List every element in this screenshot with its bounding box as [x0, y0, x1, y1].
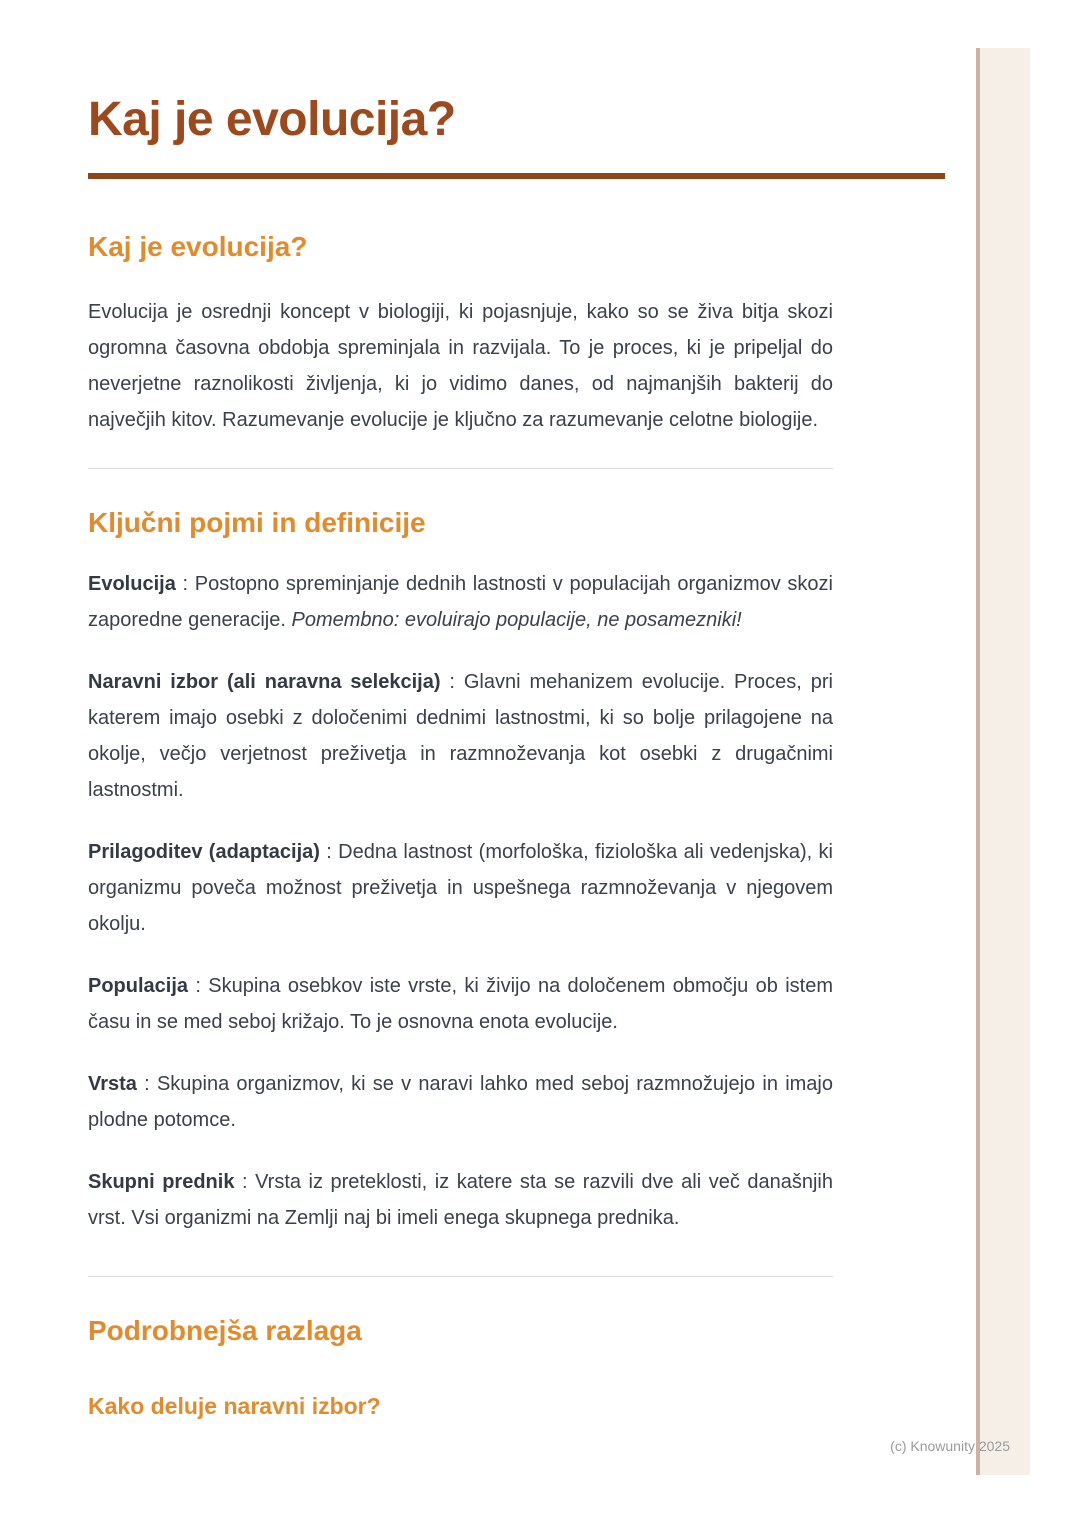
section-details	[88, 1313, 948, 1421]
section-intro	[88, 229, 948, 438]
term-label: Vrsta	[88, 1073, 137, 1095]
term-definition: : Postopno spreminjanje dednih lastnosti v populacijah organizmov skozi zaporedne generacije.	[88, 573, 833, 631]
term-definition: : Skupina osebkov iste vrste, ki živijo na določenem območju ob istem času in se med seboj križajo. To je osnovna enota evolucije.	[88, 975, 833, 1033]
details-subheading: Kako deluje naravni izbor?	[88, 1393, 381, 1419]
term-label: Prilagoditev (adaptacija)	[88, 841, 320, 863]
term-label: Naravni izbor (ali naravna selekcija)	[88, 671, 441, 693]
details-heading: Podrobnejša razlaga	[88, 1315, 362, 1346]
definition-naravni-izbor	[88, 664, 833, 808]
term-note: Pomembno: evoluirajo populacije, ne posamezniki!	[291, 609, 742, 631]
definition-evolucija	[88, 566, 833, 638]
term-label: Skupni prednik	[88, 1171, 235, 1193]
term-label: Evolucija	[88, 573, 176, 595]
definition-skupni-prednik	[88, 1164, 833, 1236]
section-divider	[88, 468, 833, 469]
term-definition: : Glavni mehanizem evolucije. Proces, pri katerem imajo osebki z določenimi dednimi lastnostmi, ki so bolje prilagojene na okolje, večjo verjetnost preživetja in razmnoževanja kot osebki z drugačnimi lastnostmi.	[88, 671, 834, 801]
key-terms-heading: Ključni pojmi in definicije	[88, 507, 426, 538]
intro-heading: Kaj je evolucija?	[88, 231, 308, 262]
page-title: Kaj je evolucija?	[88, 93, 456, 146]
term-definition: : Vrsta iz preteklosti, iz katere sta se razvili dve ali več današnjih vrst. Vsi organizmi na Zemlji naj bi imeli enega skupnega prednika.	[88, 1171, 833, 1229]
copyright-footer: (c) Knowunity 2025	[890, 1438, 1010, 1454]
definition-prilagoditev	[88, 834, 833, 942]
definition-vrsta	[88, 1066, 833, 1138]
term-definition: : Dedna lastnost (morfološka, fiziološka ali vedenjska), ki organizmu poveča možnost preživetja in uspešnega razmnoževanja v njegovem okolju.	[88, 841, 834, 935]
term-label: Populacija	[88, 975, 189, 997]
term-definition: : Skupina organizmov, ki se v naravi lahko med seboj razmnožujejo in imajo plodne potomce.	[88, 1073, 833, 1131]
title-rule-divider	[88, 173, 945, 179]
intro-paragraph: Evolucija je osrednji koncept v biologiji, ki pojasnjuje, kako so se živa bitja skozi ogromna časovna obdobja spreminjala in razvijala. To je proces, ki je pripeljal do neverjetne raznolikosti življenja, ki jo vidimo danes, od najmanjših bakterij do največjih kitov. Razumevanje evolucije je ključno za razumevanje celotne biologije.	[88, 301, 833, 431]
section-key-terms	[88, 505, 948, 1236]
definition-populacija	[88, 968, 833, 1040]
page-edge-strip	[976, 48, 1030, 1475]
section-divider	[88, 1276, 833, 1277]
